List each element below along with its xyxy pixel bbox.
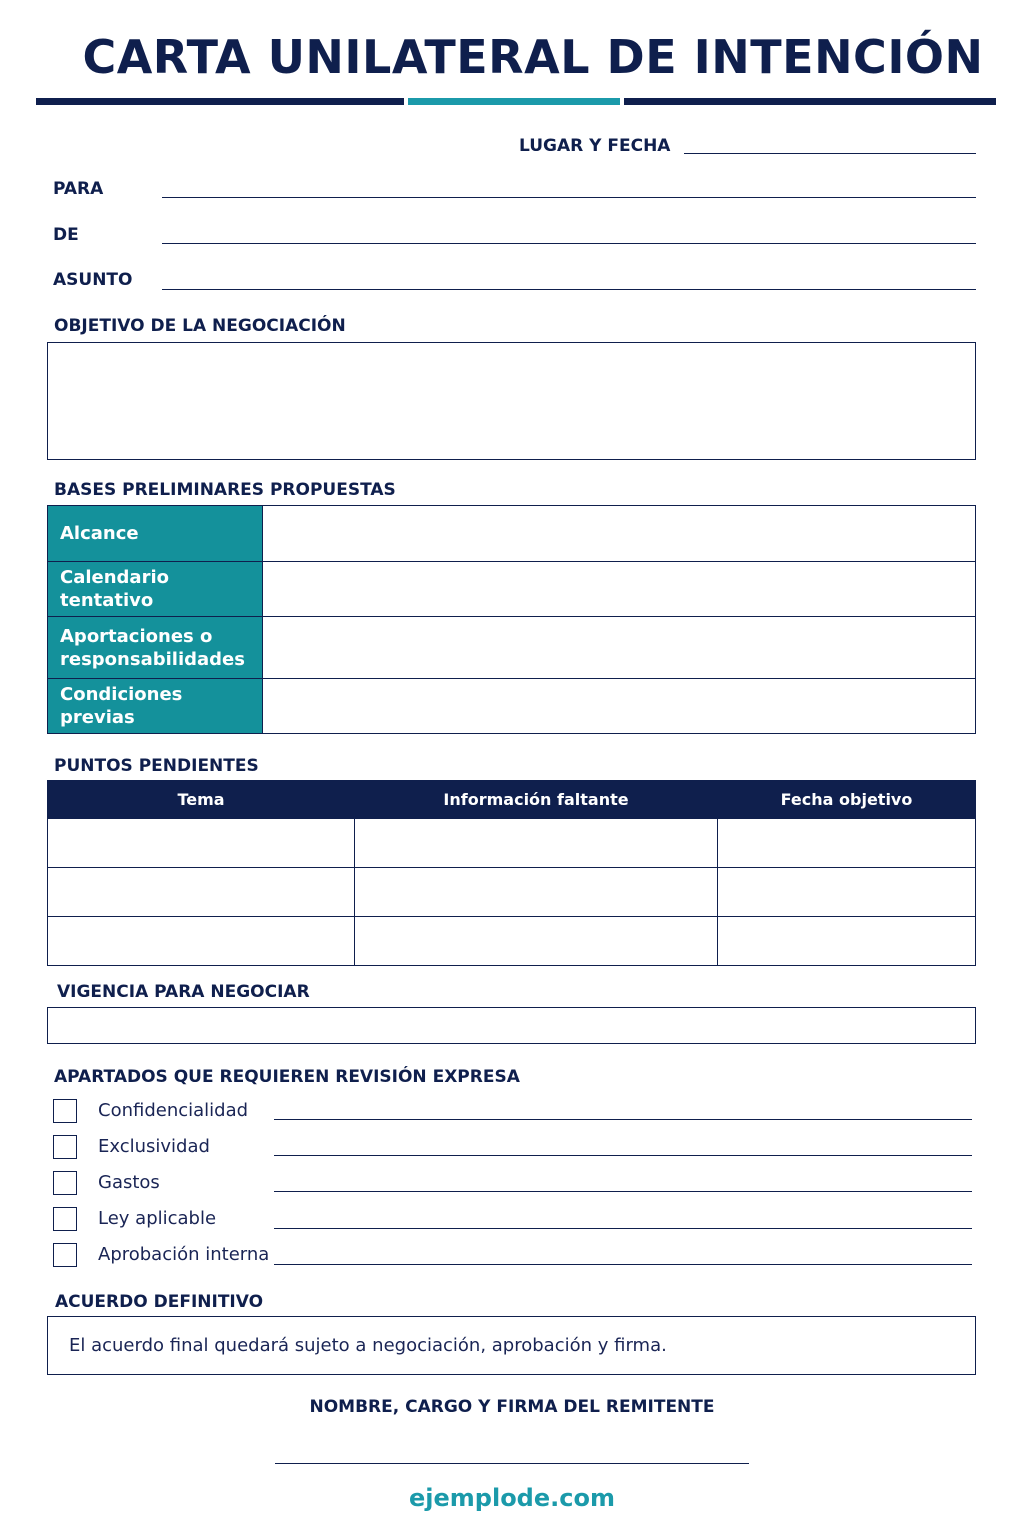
to-label: PARA <box>53 179 104 199</box>
header-rule-left <box>36 98 404 105</box>
checkbox[interactable] <box>53 1207 77 1231</box>
brand-footer: ejemplode.com <box>409 1484 615 1512</box>
bases-row <box>48 679 976 734</box>
table-row <box>48 819 976 868</box>
signature-line[interactable] <box>275 1463 749 1464</box>
checkbox[interactable] <box>53 1099 77 1123</box>
bases-row-label: Aportaciones o responsabilidades <box>48 617 263 679</box>
bases-row-value[interactable] <box>263 679 976 734</box>
bases-row-label: Calendario tentativo <box>48 562 263 617</box>
bases-row <box>48 506 976 562</box>
page-title: CARTA UNILATERAL DE INTENCIÓN <box>82 30 984 84</box>
pending-col-topic: Tema <box>48 781 355 819</box>
pending-table <box>47 780 976 966</box>
subject-label: ASUNTO <box>53 270 133 290</box>
objective-heading: OBJETIVO DE LA NEGOCIACIÓN <box>54 316 346 336</box>
table-cell[interactable] <box>48 917 355 966</box>
bases-row <box>48 562 976 617</box>
table-cell[interactable] <box>355 819 718 868</box>
table-cell[interactable] <box>48 868 355 917</box>
table-cell[interactable] <box>48 819 355 868</box>
review-item-line[interactable] <box>274 1119 972 1120</box>
validity-box[interactable] <box>47 1007 976 1044</box>
table-cell[interactable] <box>718 868 976 917</box>
bases-row <box>48 617 976 679</box>
bases-row-value[interactable] <box>263 617 976 679</box>
from-field[interactable] <box>162 243 976 244</box>
review-item-line[interactable] <box>274 1155 972 1156</box>
checkbox[interactable] <box>53 1171 77 1195</box>
header-rule-right <box>624 98 996 105</box>
table-cell[interactable] <box>718 819 976 868</box>
checkbox[interactable] <box>53 1135 77 1159</box>
bases-heading: BASES PRELIMINARES PROPUESTAS <box>54 480 396 500</box>
pending-col-target-date: Fecha objetivo <box>718 781 976 819</box>
table-cell[interactable] <box>718 917 976 966</box>
review-item-line[interactable] <box>274 1228 972 1229</box>
review-item-label: Aprobación interna <box>98 1244 270 1265</box>
bases-row-value[interactable] <box>263 562 976 617</box>
bases-row-label: Condiciones previas <box>48 679 263 734</box>
from-label: DE <box>53 225 79 245</box>
table-row <box>48 868 976 917</box>
bases-row-label: Alcance <box>48 506 263 562</box>
review-item-line[interactable] <box>274 1264 972 1265</box>
review-item-label: Exclusividad <box>98 1136 210 1157</box>
final-text: El acuerdo final quedará sujeto a negociación, aprobación y firma. <box>69 1335 667 1356</box>
validity-heading: VIGENCIA PARA NEGOCIAR <box>57 982 310 1002</box>
bases-row-value[interactable] <box>263 506 976 562</box>
table-row <box>48 917 976 966</box>
place-date-label: LUGAR Y FECHA <box>519 136 671 156</box>
table-cell[interactable] <box>355 868 718 917</box>
to-field[interactable] <box>162 197 976 198</box>
header-rule-accent <box>408 98 620 105</box>
objective-box[interactable] <box>47 342 976 460</box>
final-heading: ACUERDO DEFINITIVO <box>55 1292 264 1312</box>
checkbox[interactable] <box>53 1243 77 1267</box>
review-item-label: Gastos <box>98 1172 160 1193</box>
pending-header-row <box>48 781 976 819</box>
pending-col-missing-info: Información faltante <box>355 781 718 819</box>
place-date-field[interactable] <box>684 153 976 154</box>
bases-table <box>47 505 976 734</box>
review-item-line[interactable] <box>274 1191 972 1192</box>
table-cell[interactable] <box>355 917 718 966</box>
review-item-label: Ley aplicable <box>98 1208 217 1229</box>
subject-field[interactable] <box>162 289 976 290</box>
review-item-label: Confidencialidad <box>98 1100 249 1121</box>
pending-heading: PUNTOS PENDIENTES <box>54 756 259 776</box>
signature-label: NOMBRE, CARGO Y FIRMA DEL REMITENTE <box>309 1397 715 1417</box>
review-heading: APARTADOS QUE REQUIEREN REVISIÓN EXPRESA <box>54 1067 520 1087</box>
